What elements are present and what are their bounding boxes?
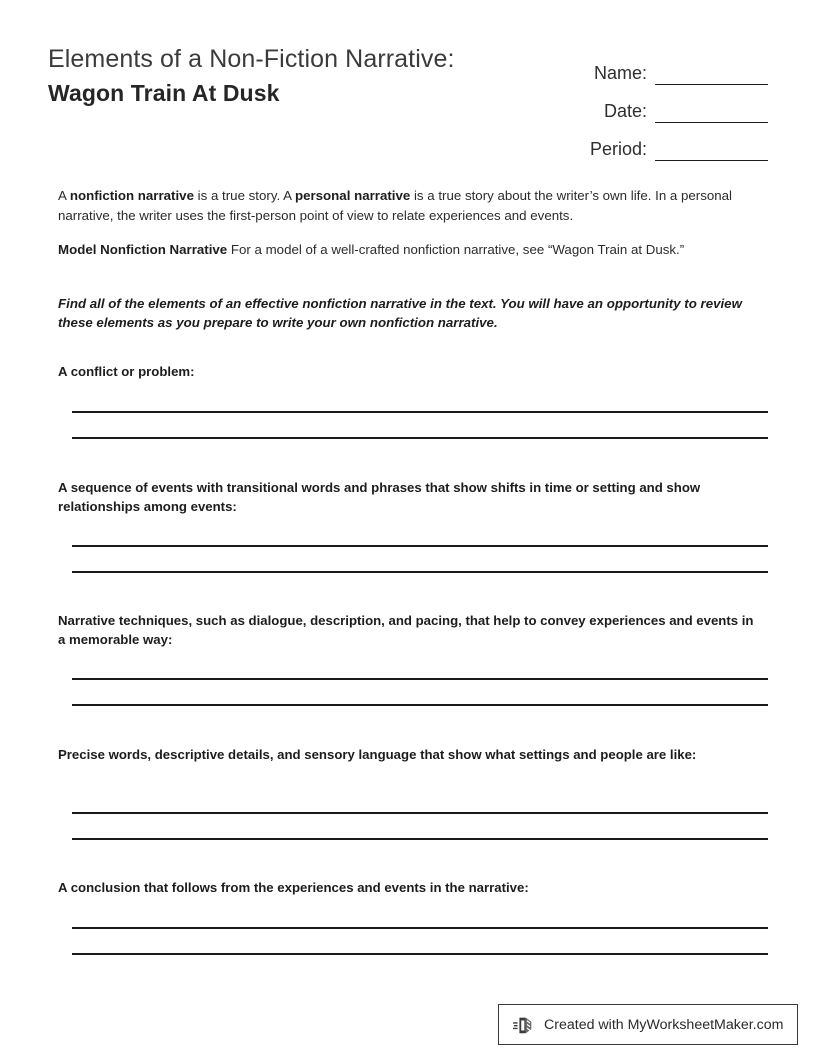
instruction-paragraph: Find all of the elements of an effective nonfiction narrative in the text. You will have an opportunity to review these elements as you prepare to write your own nonfiction narrative. xyxy=(58,296,742,330)
prompt-label-1: A conflict or problem: xyxy=(58,364,195,379)
worksheet-title-secondary: Wagon Train At Dusk xyxy=(48,80,280,106)
model-paragraph-lead: Model Nonfiction Narrative xyxy=(58,242,228,257)
name-field-row xyxy=(533,50,768,88)
date-field-input[interactable] xyxy=(655,122,768,123)
model-paragraph-text: For a model of a well-crafted nonfiction narrative, see “Wagon Train at Dusk.” xyxy=(227,242,685,257)
answer-line[interactable] xyxy=(72,571,768,573)
student-info-fields xyxy=(533,50,768,164)
date-field-label: Date: xyxy=(603,101,647,121)
intro-term-personal-narrative: personal narrative xyxy=(294,188,411,203)
prompt-section-1 xyxy=(58,363,758,382)
worksheet-title-primary: Elements of a Non-Fiction Narrative: xyxy=(48,45,455,73)
name-field-label: Name: xyxy=(593,63,647,83)
period-field-row xyxy=(533,126,768,164)
prompt-section-5 xyxy=(58,879,758,898)
answer-line[interactable] xyxy=(72,953,768,955)
prompt-section-3 xyxy=(58,612,758,649)
answer-lines-2 xyxy=(72,545,768,573)
answer-lines-1 xyxy=(72,411,768,439)
period-field-label: Period: xyxy=(589,139,647,159)
myworksheetmaker-logo-icon xyxy=(513,1014,535,1036)
answer-lines-5 xyxy=(72,927,768,955)
prompt-label-2: A sequence of events with transitional words and phrases that show shifts in time or setting and show relationships among events: xyxy=(58,480,701,514)
created-with-label: Created with MyWorksheetMaker.com xyxy=(544,1016,784,1033)
answer-line[interactable] xyxy=(72,812,768,814)
date-field-row xyxy=(533,88,768,126)
intro-paragraph xyxy=(58,186,758,225)
model-paragraph xyxy=(58,240,758,260)
intro-term-nonfiction-narrative: nonfiction narrative xyxy=(69,188,194,203)
title-block xyxy=(48,44,548,108)
period-field-input[interactable] xyxy=(655,160,768,161)
answer-line[interactable] xyxy=(72,411,768,413)
answer-line[interactable] xyxy=(72,437,768,439)
answer-line[interactable] xyxy=(72,704,768,706)
prompt-section-2 xyxy=(58,479,758,516)
prompt-label-5: A conclusion that follows from the experiences and events in the narrative: xyxy=(58,880,529,895)
intro-seg-2: is a true story. A xyxy=(193,188,295,203)
answer-line[interactable] xyxy=(72,545,768,547)
worksheet-header xyxy=(48,44,768,159)
answer-lines-3 xyxy=(72,678,768,706)
prompt-label-3: Narrative techniques, such as dialogue, description, and pacing, that help to convey experiences and events in a memorable way: xyxy=(58,613,754,647)
created-with-badge[interactable] xyxy=(498,1004,798,1045)
name-field-input[interactable] xyxy=(655,84,768,85)
answer-line[interactable] xyxy=(72,678,768,680)
answer-lines-4 xyxy=(72,812,768,840)
prompt-label-4: Precise words, descriptive details, and sensory language that show what settings and people are like: xyxy=(58,747,697,762)
intro-seg-1: A xyxy=(58,188,70,203)
answer-line[interactable] xyxy=(72,927,768,929)
intro-seg-3: is a true story about the writer’s own life. In a personal narrative, the writer uses the first-person point of view to relate experiences and events. xyxy=(58,188,733,223)
prompt-section-4 xyxy=(58,746,758,765)
answer-line[interactable] xyxy=(72,838,768,840)
